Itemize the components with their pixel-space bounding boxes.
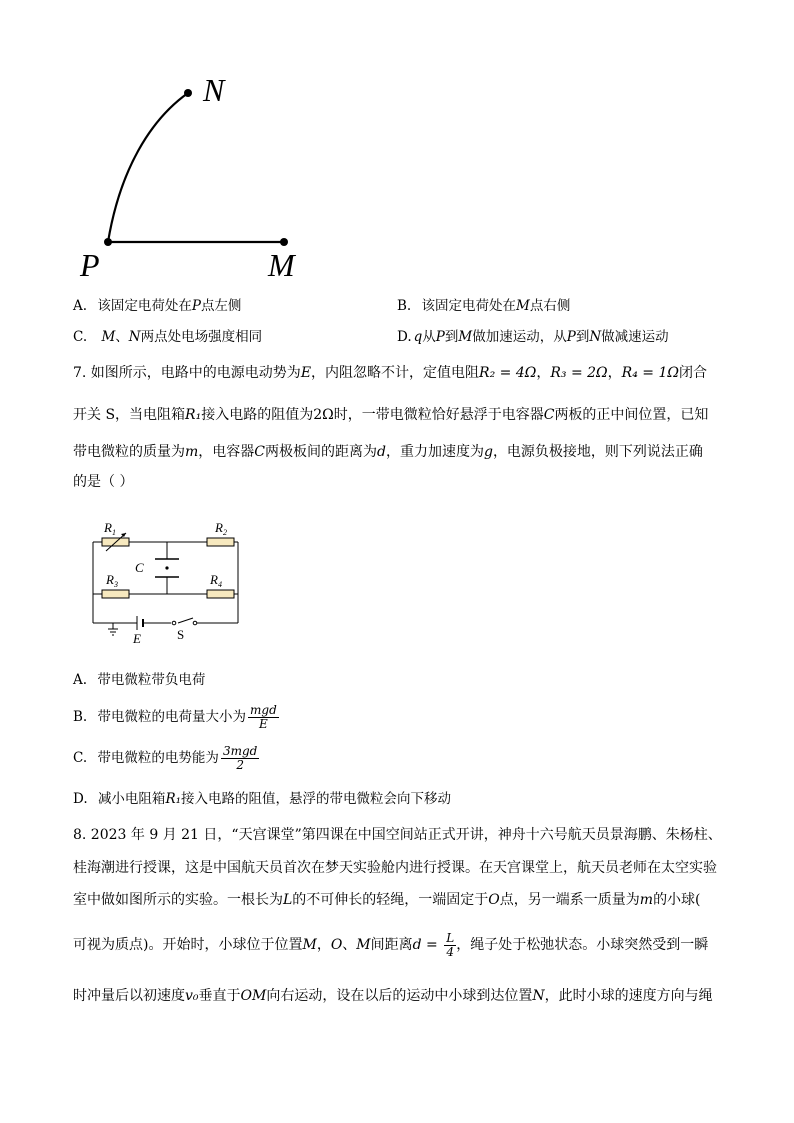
- circuit-diagram: [85, 515, 255, 650]
- label-e: E: [133, 631, 141, 646]
- q8-stem-line-2: 桂海潮进行授课，这是中国航天员首次在梦天实验舱内进行授课。在天宫课堂上，航天员老师在太空实验: [73, 860, 717, 876]
- charge-path-figure: [70, 60, 330, 290]
- arc-p-to-n: [108, 93, 188, 242]
- fraction-3mgd-over-2: $\frac{\text{3mgd}}{2}$: [222, 744, 258, 772]
- q6-option-a[interactable]: A. 该固定电荷处在P点左侧: [73, 298, 242, 314]
- q7-stem-line-3: 带电微粒的质量为m，电容器C两极板间的距离为d，重力加速度为g，电源负极接地，则下列说法正确: [73, 444, 703, 460]
- point-p: [104, 238, 112, 246]
- fraction-mgd-over-e: $\frac{\text{mgd}}{E}$: [250, 703, 277, 731]
- q8-stem-line-1: 8. 2023 年 9 月 21 日，“天宫课堂”第四课在中国空间站正式开讲，神舟十六号航天员景海鹏、朱杨柱、: [73, 827, 722, 843]
- q7-option-a[interactable]: A. 带电微粒带负电荷: [73, 672, 206, 688]
- label-c: C: [135, 560, 144, 575]
- switch-contact-left: [172, 621, 176, 625]
- ground-icon: [108, 629, 118, 635]
- svg-text:R3: $R_3$: [106, 572, 118, 589]
- q8-stem-line-3: 室中做如图所示的实验。一根长为L的不可伸长的轻绳，一端固定于O点，另一端系一质量为m的小球(: [73, 892, 701, 908]
- q6-option-c[interactable]: C. M、N两点处电场强度相同: [73, 329, 263, 345]
- label-m: M: [268, 247, 295, 283]
- q6-option-b[interactable]: B. 该固定电荷处在M点右侧: [397, 298, 571, 314]
- resistor-r3: [102, 590, 129, 598]
- q7-option-c[interactable]: C. 带电微粒的电势能为 $\frac{\text{3mgd}}{2}$: [73, 744, 258, 772]
- q6-option-d[interactable]: D. q从P到M做加速运动，从P到N做减速运动: [397, 329, 669, 345]
- switch-contact-right: [193, 621, 197, 625]
- resistor-r2: [207, 538, 234, 546]
- q7-stem-line-2: 开关 S，当电阻箱R₁接入电路的阻值为2Ω时，一带电微粒恰好悬浮于电容器C两板的正中间位置，已知: [73, 407, 709, 423]
- resistor-r4: [207, 590, 234, 598]
- svg-text:R2: $R_2$: [215, 520, 227, 537]
- q7-stem-line-4: 的是（ ）: [73, 474, 134, 490]
- q8-stem-line-5: 时冲量后以初速度v₀垂直于OM向右运动，设在以后的运动中小球到达位置N，此时小球的速度方向与绳: [73, 988, 713, 1004]
- label-s: S: [177, 627, 185, 642]
- fraction-l-over-4: $\frac{L}{4}$: [446, 930, 455, 959]
- charged-particle: [165, 566, 168, 569]
- q7-option-d[interactable]: D. 减小电阻箱R₁接入电路的阻值，悬浮的带电微粒会向下移动: [73, 791, 452, 807]
- point-m: [280, 238, 288, 246]
- label-n: N: [203, 72, 225, 108]
- q8-stem-line-4: 可视为质点)。开始时，小球位于位置M，O、M间距离d = $\frac{L}{4}$ ，绳子处于松弛状态。小球突然受到一瞬: [73, 930, 709, 959]
- svg-text:R4: $R_4$: [210, 572, 222, 589]
- svg-text:R1: $R_1$: [104, 520, 116, 537]
- q7-stem-line-1: 7. 如图所示，电路中的电源电动势为E，内阻忽略不计，定值电阻R₂ = 4Ω，R₃ = 2Ω，R₄ = 1Ω闭合: [73, 365, 707, 381]
- q7-option-b[interactable]: B. 带电微粒的电荷量大小为 $\frac{\text{mgd}}{E}$: [73, 703, 277, 731]
- point-n: [184, 89, 192, 97]
- label-p: P: [80, 247, 100, 283]
